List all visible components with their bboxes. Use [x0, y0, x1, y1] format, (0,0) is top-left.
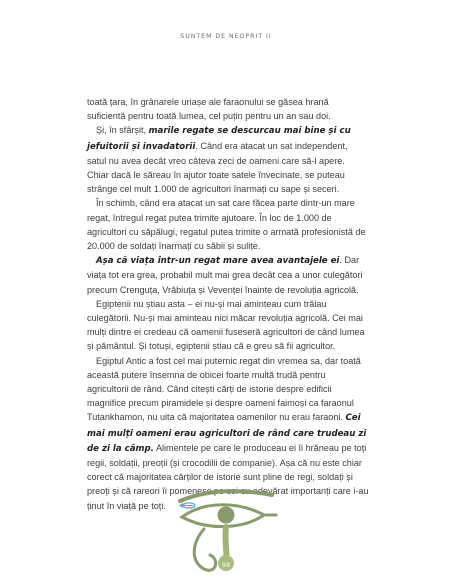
body-text-segment: Egiptul Antic a fost cel mai puternic regat din vremea sa, dar toată această putere însemna de obicei foarte multă trudă pentru agricultorii de rând. Când citești cărți de istorie despre edificii magnifice precum piramidele și despre oameni faimoși ca faraonul Tutankhamon, nu uita că majoritatea oamenilor nu erau faraoni.	[87, 355, 361, 423]
paragraph-p2	[87, 123, 369, 196]
highlighted-text: Așa că viața într-un regat mare avea avantajele ei	[96, 256, 340, 267]
page-number: 98	[221, 561, 231, 569]
paragraph-p1	[87, 95, 369, 123]
body-text-segment: Și, în sfârșit,	[96, 125, 149, 136]
body-text-segment: Egiptenii nu știau asta – ei nu-și mai aminteau cum trăiau culegătorii. Nu-și mai aminteau nici măcar revoluția agricolă. Cei mai mulți dintre ei credeau că oamenii fuseseră agricultori de când lumea și pământul. Și totuși, egiptenii știau că e greu să fii agricultor.	[87, 298, 365, 352]
paragraph-p5	[87, 297, 369, 354]
paragraph-p3	[87, 196, 369, 253]
body-text-segment: toată țara, în grânarele uriașe ale faraonului se găsea hrană suficientă pentru toată lumea, cel puțin pentru un an sau doi.	[87, 97, 331, 122]
running-head: SUNTEM DE NEOPRIT II	[180, 33, 272, 40]
body-text	[87, 95, 369, 513]
body-text-segment: Alimentele pe care le produceau ei îi hrăneau pe toți regii, soldații, preoții (și crocodilii de companie). Așa că nu este chiar corect că majoritatea cărților de istorie sunt pline de regi, soldați și preoți și că rareori îi pomenesc pe cei cu adevărat importanți care i-au ținut în viață pe toți.	[87, 442, 369, 511]
paragraph-p4	[87, 253, 369, 297]
body-text-segment: În schimb, când era atacat un sat care făcea parte dintr-un mare regat, întregul regat putea trimite ajutoare. În loc de 1.000 de agricultori cu săpălugi, regatul putea trimite o armată profesionistă de 20.000 de soldați înarmați cu săbii și sulițe.	[87, 198, 366, 252]
highlighted-text: marile regate se descurcau mai bine și cu jefuitorii și invadatorii	[87, 126, 351, 152]
body-text-segment: . Când era atacat un sat independent, satul nu avea decât vreo câteva zeci de oameni care să-l apere. Chiar dacă le săreau în ajutor toate satele învecinate, se puteau strânge cel mult 1.000 de agricultori înarmați cu sape și seceri.	[87, 140, 348, 195]
highlighted-text: Cei mai mulți oameni erau agricultori de rând care trudeau zi de zi la câmp.	[87, 413, 367, 454]
body-text-segment: . Dar viața tot era grea, probabil mult mai grea decât cea a unor culegători precum Crenguța, Vrăbiuța și Vevenței înainte de revoluția agricolă.	[87, 255, 363, 295]
